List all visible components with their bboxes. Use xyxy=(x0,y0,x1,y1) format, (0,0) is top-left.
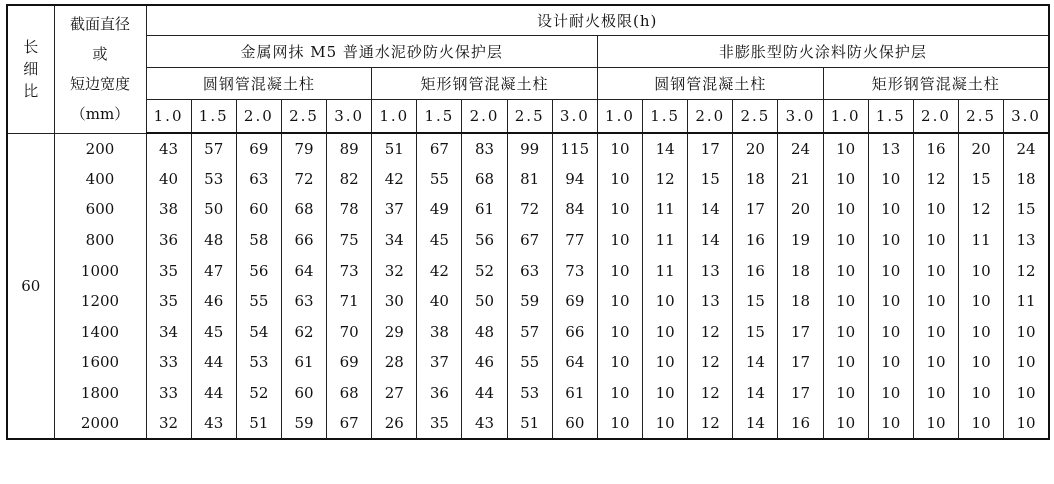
thickness-value-cell: 82 xyxy=(327,164,372,195)
fire-hours-header-cell: 1.5 xyxy=(643,99,688,133)
section-size-cell: 400 xyxy=(54,164,146,195)
thickness-value-cell: 10 xyxy=(913,378,958,409)
thickness-value-cell: 46 xyxy=(462,347,507,378)
thickness-value-cell: 14 xyxy=(733,347,778,378)
thickness-value-cell: 10 xyxy=(823,225,868,256)
thickness-value-cell: 51 xyxy=(236,408,281,439)
fire-hours-row xyxy=(7,99,1049,133)
thickness-value-cell: 12 xyxy=(688,347,733,378)
thickness-value-cell: 10 xyxy=(643,378,688,409)
thickness-value-cell: 10 xyxy=(913,255,958,286)
thickness-value-cell: 40 xyxy=(146,164,191,195)
thickness-value-cell: 69 xyxy=(327,347,372,378)
thickness-value-cell: 64 xyxy=(552,347,597,378)
thickness-value-cell: 89 xyxy=(327,133,372,164)
thickness-value-cell: 14 xyxy=(733,378,778,409)
thickness-value-cell: 56 xyxy=(236,255,281,286)
thickness-value-cell: 52 xyxy=(462,255,507,286)
thickness-value-cell: 10 xyxy=(1004,347,1049,378)
fire-hours-header-cell: 3.0 xyxy=(327,99,372,133)
fire-protection-table-container xyxy=(6,4,1048,476)
thickness-value-cell: 11 xyxy=(643,194,688,225)
thickness-value-cell: 32 xyxy=(146,408,191,439)
thickness-value-cell: 20 xyxy=(959,133,1004,164)
thickness-value-cell: 55 xyxy=(507,347,552,378)
thickness-value-cell: 10 xyxy=(913,194,958,225)
thickness-value-cell: 11 xyxy=(1004,286,1049,317)
thickness-value-cell: 16 xyxy=(733,225,778,256)
thickness-value-cell: 12 xyxy=(913,164,958,195)
thickness-value-cell: 26 xyxy=(372,408,417,439)
thickness-value-cell: 115 xyxy=(552,133,597,164)
thickness-value-cell: 10 xyxy=(868,286,913,317)
thickness-value-cell: 11 xyxy=(643,255,688,286)
table-header xyxy=(7,5,1049,133)
thickness-value-cell: 38 xyxy=(417,317,462,348)
thickness-value-cell: 10 xyxy=(868,347,913,378)
section-size-cell: 1800 xyxy=(54,378,146,409)
round-column-header-b: 圆钢管混凝土柱 xyxy=(597,67,823,99)
thickness-value-cell: 75 xyxy=(327,225,372,256)
thickness-value-cell: 13 xyxy=(688,286,733,317)
thickness-value-cell: 29 xyxy=(372,317,417,348)
thickness-value-cell: 10 xyxy=(597,255,642,286)
thickness-value-cell: 14 xyxy=(688,194,733,225)
thickness-value-cell: 44 xyxy=(191,378,236,409)
thickness-value-cell: 51 xyxy=(372,133,417,164)
thickness-value-cell: 12 xyxy=(643,164,688,195)
thickness-value-cell: 10 xyxy=(823,408,868,439)
thickness-value-cell: 10 xyxy=(823,133,868,164)
design-fire-limit-header: 设计耐火极限(h) xyxy=(146,5,1049,35)
table-row xyxy=(7,347,1049,378)
fire-hours-header-cell: 1.0 xyxy=(823,99,868,133)
table-row xyxy=(7,408,1049,439)
thickness-value-cell: 24 xyxy=(1004,133,1049,164)
slenderness-header xyxy=(7,5,54,133)
thickness-value-cell: 15 xyxy=(733,286,778,317)
thickness-value-cell: 43 xyxy=(462,408,507,439)
fire-hours-header-cell: 1.0 xyxy=(597,99,642,133)
table-row xyxy=(7,225,1049,256)
fire-hours-header-cell: 1.5 xyxy=(868,99,913,133)
thickness-value-cell: 54 xyxy=(236,317,281,348)
thickness-value-cell: 14 xyxy=(733,408,778,439)
thickness-value-cell: 28 xyxy=(372,347,417,378)
thickness-value-cell: 55 xyxy=(236,286,281,317)
table-row xyxy=(7,255,1049,286)
thickness-value-cell: 59 xyxy=(507,286,552,317)
thickness-value-cell: 16 xyxy=(913,133,958,164)
thickness-value-cell: 44 xyxy=(462,378,507,409)
thickness-value-cell: 18 xyxy=(733,164,778,195)
table-row xyxy=(7,194,1049,225)
thickness-value-cell: 43 xyxy=(146,133,191,164)
thickness-value-cell: 72 xyxy=(507,194,552,225)
section-size-cell: 200 xyxy=(54,133,146,164)
fire-hours-header-cell: 2.5 xyxy=(281,99,326,133)
thickness-value-cell: 66 xyxy=(281,225,326,256)
thickness-value-cell: 12 xyxy=(688,317,733,348)
thickness-value-cell: 67 xyxy=(327,408,372,439)
thickness-value-cell: 18 xyxy=(778,255,823,286)
thickness-value-cell: 32 xyxy=(372,255,417,286)
thickness-value-cell: 81 xyxy=(507,164,552,195)
fire-hours-header-cell: 2.0 xyxy=(236,99,281,133)
thickness-value-cell: 70 xyxy=(327,317,372,348)
thickness-value-cell: 16 xyxy=(778,408,823,439)
thickness-value-cell: 43 xyxy=(191,408,236,439)
fire-hours-header-cell: 2.0 xyxy=(462,99,507,133)
thickness-value-cell: 13 xyxy=(868,133,913,164)
thickness-value-cell: 53 xyxy=(191,164,236,195)
thickness-value-cell: 34 xyxy=(372,225,417,256)
thickness-value-cell: 35 xyxy=(146,255,191,286)
rect-column-header-a: 矩形钢管混凝土柱 xyxy=(372,67,598,99)
thickness-value-cell: 99 xyxy=(507,133,552,164)
fire-protection-thickness-table xyxy=(6,4,1050,440)
thickness-value-cell: 10 xyxy=(823,286,868,317)
thickness-value-cell: 84 xyxy=(552,194,597,225)
thickness-value-cell: 10 xyxy=(823,347,868,378)
thickness-value-cell: 52 xyxy=(236,378,281,409)
table-row xyxy=(7,378,1049,409)
slenderness-header-char-2: 细 xyxy=(23,60,39,79)
thickness-value-cell: 60 xyxy=(236,194,281,225)
thickness-value-cell: 49 xyxy=(417,194,462,225)
thickness-value-cell: 10 xyxy=(1004,408,1049,439)
thickness-value-cell: 10 xyxy=(823,194,868,225)
section-size-cell: 1600 xyxy=(54,347,146,378)
thickness-value-cell: 10 xyxy=(959,378,1004,409)
thickness-value-cell: 37 xyxy=(372,194,417,225)
thickness-value-cell: 10 xyxy=(868,194,913,225)
thickness-value-cell: 36 xyxy=(146,225,191,256)
table-row xyxy=(7,286,1049,317)
thickness-value-cell: 57 xyxy=(191,133,236,164)
thickness-value-cell: 61 xyxy=(281,347,326,378)
thickness-value-cell: 10 xyxy=(823,378,868,409)
thickness-value-cell: 79 xyxy=(281,133,326,164)
thickness-value-cell: 12 xyxy=(1004,255,1049,286)
thickness-value-cell: 59 xyxy=(281,408,326,439)
thickness-value-cell: 10 xyxy=(959,255,1004,286)
thickness-value-cell: 15 xyxy=(688,164,733,195)
thickness-value-cell: 10 xyxy=(959,286,1004,317)
protection-type-mortar-header: 金属网抹 M5 普通水泥砂防火保护层 xyxy=(146,35,597,67)
section-size-cell: 1400 xyxy=(54,317,146,348)
thickness-value-cell: 42 xyxy=(372,164,417,195)
fire-hours-header-cell: 1.5 xyxy=(191,99,236,133)
thickness-value-cell: 10 xyxy=(597,133,642,164)
thickness-value-cell: 12 xyxy=(959,194,1004,225)
thickness-value-cell: 10 xyxy=(823,255,868,286)
thickness-value-cell: 10 xyxy=(597,164,642,195)
thickness-value-cell: 20 xyxy=(778,194,823,225)
thickness-value-cell: 10 xyxy=(597,378,642,409)
thickness-value-cell: 17 xyxy=(778,347,823,378)
thickness-value-cell: 15 xyxy=(733,317,778,348)
thickness-value-cell: 12 xyxy=(688,408,733,439)
thickness-value-cell: 42 xyxy=(417,255,462,286)
thickness-value-cell: 12 xyxy=(688,378,733,409)
thickness-value-cell: 10 xyxy=(868,225,913,256)
thickness-value-cell: 53 xyxy=(507,378,552,409)
thickness-value-cell: 11 xyxy=(643,225,688,256)
fire-hours-header-cell: 2.0 xyxy=(688,99,733,133)
section-size-cell: 800 xyxy=(54,225,146,256)
thickness-value-cell: 14 xyxy=(643,133,688,164)
thickness-value-cell: 71 xyxy=(327,286,372,317)
thickness-value-cell: 36 xyxy=(417,378,462,409)
thickness-value-cell: 34 xyxy=(146,317,191,348)
thickness-value-cell: 17 xyxy=(688,133,733,164)
thickness-value-cell: 17 xyxy=(778,317,823,348)
thickness-value-cell: 11 xyxy=(959,225,1004,256)
thickness-value-cell: 37 xyxy=(417,347,462,378)
thickness-value-cell: 83 xyxy=(462,133,507,164)
thickness-value-cell: 10 xyxy=(1004,317,1049,348)
thickness-value-cell: 18 xyxy=(778,286,823,317)
thickness-value-cell: 24 xyxy=(778,133,823,164)
thickness-value-cell: 20 xyxy=(733,133,778,164)
thickness-value-cell: 56 xyxy=(462,225,507,256)
thickness-value-cell: 48 xyxy=(191,225,236,256)
thickness-value-cell: 10 xyxy=(868,408,913,439)
thickness-value-cell: 10 xyxy=(597,408,642,439)
fire-hours-header-cell: 2.0 xyxy=(913,99,958,133)
thickness-value-cell: 10 xyxy=(868,378,913,409)
thickness-value-cell: 10 xyxy=(643,408,688,439)
thickness-value-cell: 47 xyxy=(191,255,236,286)
table-row xyxy=(7,317,1049,348)
thickness-value-cell: 61 xyxy=(462,194,507,225)
thickness-value-cell: 72 xyxy=(281,164,326,195)
thickness-value-cell: 33 xyxy=(146,347,191,378)
thickness-value-cell: 33 xyxy=(146,378,191,409)
thickness-value-cell: 15 xyxy=(959,164,1004,195)
thickness-value-cell: 55 xyxy=(417,164,462,195)
thickness-value-cell: 17 xyxy=(733,194,778,225)
thickness-value-cell: 10 xyxy=(823,317,868,348)
thickness-value-cell: 69 xyxy=(552,286,597,317)
thickness-value-cell: 60 xyxy=(281,378,326,409)
fire-hours-header-cell: 1.0 xyxy=(146,99,191,133)
thickness-value-cell: 10 xyxy=(913,286,958,317)
section-size-cell: 1200 xyxy=(54,286,146,317)
thickness-value-cell: 10 xyxy=(1004,378,1049,409)
thickness-value-cell: 45 xyxy=(191,317,236,348)
thickness-value-cell: 45 xyxy=(417,225,462,256)
section-size-header xyxy=(54,5,146,133)
thickness-value-cell: 10 xyxy=(597,194,642,225)
thickness-value-cell: 94 xyxy=(552,164,597,195)
thickness-value-cell: 66 xyxy=(552,317,597,348)
fire-hours-header-cell: 2.5 xyxy=(507,99,552,133)
thickness-value-cell: 10 xyxy=(823,164,868,195)
slenderness-header-char-1: 长 xyxy=(23,38,39,57)
fire-hours-header-cell: 2.5 xyxy=(733,99,778,133)
thickness-value-cell: 63 xyxy=(236,164,281,195)
thickness-value-cell: 64 xyxy=(281,255,326,286)
thickness-value-cell: 10 xyxy=(643,286,688,317)
thickness-value-cell: 10 xyxy=(868,317,913,348)
thickness-value-cell: 60 xyxy=(552,408,597,439)
slenderness-value-cell: 60 xyxy=(7,133,54,439)
table-body xyxy=(7,133,1049,439)
thickness-value-cell: 13 xyxy=(1004,225,1049,256)
thickness-value-cell: 67 xyxy=(507,225,552,256)
section-size-line-2: 或 xyxy=(92,45,108,64)
thickness-value-cell: 35 xyxy=(146,286,191,317)
slenderness-header-char-3: 比 xyxy=(23,82,39,101)
thickness-value-cell: 10 xyxy=(868,164,913,195)
thickness-value-cell: 13 xyxy=(688,255,733,286)
thickness-value-cell: 15 xyxy=(1004,194,1049,225)
thickness-value-cell: 10 xyxy=(643,317,688,348)
thickness-value-cell: 40 xyxy=(417,286,462,317)
thickness-value-cell: 51 xyxy=(507,408,552,439)
fire-hours-header-cell: 3.0 xyxy=(1004,99,1049,133)
thickness-value-cell: 38 xyxy=(146,194,191,225)
thickness-value-cell: 68 xyxy=(327,378,372,409)
thickness-value-cell: 62 xyxy=(281,317,326,348)
fire-hours-header-cell: 1.0 xyxy=(372,99,417,133)
rect-column-header-b: 矩形钢管混凝土柱 xyxy=(823,67,1049,99)
thickness-value-cell: 10 xyxy=(913,347,958,378)
thickness-value-cell: 50 xyxy=(191,194,236,225)
thickness-value-cell: 10 xyxy=(913,408,958,439)
thickness-value-cell: 21 xyxy=(778,164,823,195)
thickness-value-cell: 10 xyxy=(913,225,958,256)
section-size-line-1: 截面直径 xyxy=(69,15,130,34)
thickness-value-cell: 10 xyxy=(959,317,1004,348)
thickness-value-cell: 14 xyxy=(688,225,733,256)
thickness-value-cell: 18 xyxy=(1004,164,1049,195)
thickness-value-cell: 73 xyxy=(327,255,372,286)
thickness-value-cell: 16 xyxy=(733,255,778,286)
thickness-value-cell: 69 xyxy=(236,133,281,164)
thickness-value-cell: 10 xyxy=(597,286,642,317)
thickness-value-cell: 57 xyxy=(507,317,552,348)
section-size-cell: 1000 xyxy=(54,255,146,286)
round-column-header-a: 圆钢管混凝土柱 xyxy=(146,67,372,99)
thickness-value-cell: 78 xyxy=(327,194,372,225)
thickness-value-cell: 46 xyxy=(191,286,236,317)
table-row xyxy=(7,133,1049,164)
thickness-value-cell: 67 xyxy=(417,133,462,164)
thickness-value-cell: 10 xyxy=(913,317,958,348)
thickness-value-cell: 61 xyxy=(552,378,597,409)
thickness-value-cell: 10 xyxy=(959,408,1004,439)
thickness-value-cell: 10 xyxy=(868,255,913,286)
thickness-value-cell: 10 xyxy=(643,347,688,378)
fire-hours-header-cell: 2.5 xyxy=(959,99,1004,133)
thickness-value-cell: 50 xyxy=(462,286,507,317)
thickness-value-cell: 19 xyxy=(778,225,823,256)
thickness-value-cell: 10 xyxy=(597,225,642,256)
thickness-value-cell: 63 xyxy=(507,255,552,286)
fire-hours-header-cell: 3.0 xyxy=(778,99,823,133)
section-size-line-4: （mm） xyxy=(70,105,130,124)
fire-hours-header-cell: 3.0 xyxy=(552,99,597,133)
thickness-value-cell: 35 xyxy=(417,408,462,439)
section-size-cell: 600 xyxy=(54,194,146,225)
thickness-value-cell: 44 xyxy=(191,347,236,378)
thickness-value-cell: 30 xyxy=(372,286,417,317)
thickness-value-cell: 77 xyxy=(552,225,597,256)
thickness-value-cell: 10 xyxy=(959,347,1004,378)
thickness-value-cell: 73 xyxy=(552,255,597,286)
fire-hours-header-cell: 1.5 xyxy=(417,99,462,133)
table-row xyxy=(7,164,1049,195)
thickness-value-cell: 53 xyxy=(236,347,281,378)
protection-type-coating-header: 非膨胀型防火涂料防火保护层 xyxy=(597,35,1048,67)
thickness-value-cell: 63 xyxy=(281,286,326,317)
thickness-value-cell: 10 xyxy=(597,317,642,348)
thickness-value-cell: 17 xyxy=(778,378,823,409)
thickness-value-cell: 27 xyxy=(372,378,417,409)
thickness-value-cell: 58 xyxy=(236,225,281,256)
section-size-line-3: 短边宽度 xyxy=(69,75,130,94)
thickness-value-cell: 10 xyxy=(597,347,642,378)
thickness-value-cell: 48 xyxy=(462,317,507,348)
section-size-cell: 2000 xyxy=(54,408,146,439)
thickness-value-cell: 68 xyxy=(281,194,326,225)
thickness-value-cell: 68 xyxy=(462,164,507,195)
